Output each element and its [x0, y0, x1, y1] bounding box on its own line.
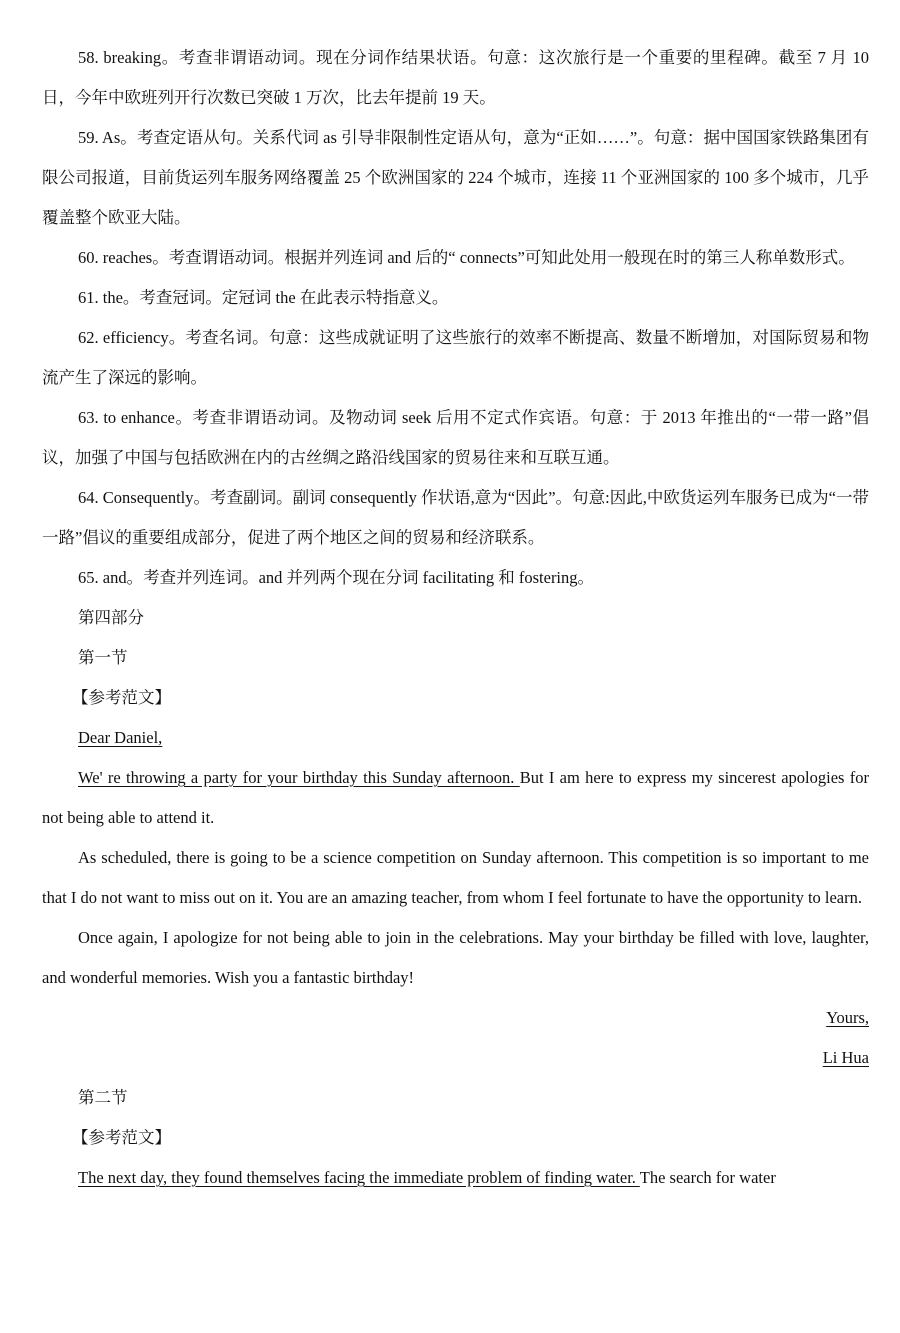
answer-59: 59. As。考查定语从句。关系代词 as 引导非限制性定语从句，意为“正如……”。句意：据中国国家铁路集团有限公司报道，目前货运列车服务网络覆盖 25 个欧洲国家的 224 个城市，连接 11 个亚洲国家的 100 多个城市，几乎覆盖整个欧亚大陆。: [42, 128, 869, 227]
document-page: [42, 38, 869, 1198]
letter-paragraph-2: As scheduled, there is going to be a science competition on Sunday afternoon. This competition is so important to me that I do not want to miss out on it. You are an amazing teacher, from whom I feel fortunate to have the opportunity to learn.: [42, 848, 869, 907]
answer-63: 63. to enhance。考查非谓语动词。及物动词 seek 后用不定式作宾语。句意：于 2013 年推出的“一带一路”倡议，加强了中国与包括欧洲在内的古丝绸之路沿线国家的贸易往来和互联互通。: [42, 408, 869, 467]
letter-signature: [42, 1038, 869, 1078]
letter-closing-text: Yours,: [826, 1008, 869, 1027]
section2-ref-label: 【参考范文】: [72, 1128, 171, 1147]
letter-paragraph-1: [42, 758, 869, 838]
answer-64: 64. Consequently。考查副词。副词 consequently 作状语,意为“因此”。句意:因此,中欧货运列车服务已成为“一带一路”倡议的重要组成部分，促进了两个地区之间的贸易和经济联系。: [42, 488, 869, 547]
answer-58: 58. breaking。考查非谓语动词。现在分词作结果状语。句意：这次旅行是一个重要的里程碑。截至 7 月 10 日，今年中欧班列开行次数已突破 1 万次，比去年提前 19 天。: [42, 48, 869, 107]
answer-65: 65. and。考查并列连词。and 并列两个现在分词 facilitating 和 fostering。: [78, 568, 595, 587]
letter-closing: [42, 998, 869, 1038]
section1-ref-label: 【参考范文】: [72, 688, 171, 707]
answer-60: 60. reaches。考查谓语动词。根据并列连词 and 后的“ connects”可知此处用一般现在时的第三人称单数形式。: [78, 248, 855, 267]
section1-title: 第一节: [78, 648, 128, 667]
letter-paragraph-1-underlined: We' re throwing a party for your birthday this Sunday afternoon.: [78, 768, 520, 787]
story-paragraph-1: [42, 1158, 869, 1198]
letter-signature-text: Li Hua: [822, 1048, 869, 1067]
part4-title: 第四部分: [78, 608, 144, 627]
answer-61: 61. the。考查冠词。定冠词 the 在此表示特指意义。: [78, 288, 449, 307]
section2-title: 第二节: [78, 1088, 128, 1107]
letter-greeting-text: Dear Daniel,: [78, 728, 163, 747]
story-paragraph-1-underlined: The next day, they found themselves facing the immediate problem of finding water.: [78, 1168, 640, 1187]
story-paragraph-1-rest: The search for water: [639, 1168, 776, 1187]
letter-paragraph-3: Once again, I apologize for not being able to join in the celebrations. May your birthday be filled with love, laughter, and wonderful memories. Wish you a fantastic birthday!: [42, 928, 869, 987]
letter-greeting: [42, 718, 869, 758]
answer-62: 62. efficiency。考查名词。句意：这些成就证明了这些旅行的效率不断提高、数量不断增加，对国际贸易和物流产生了深远的影响。: [42, 328, 869, 387]
letter-paragraph-1-rest: But I am here to express my sincerest apologies for not being able to attend it.: [42, 768, 869, 827]
